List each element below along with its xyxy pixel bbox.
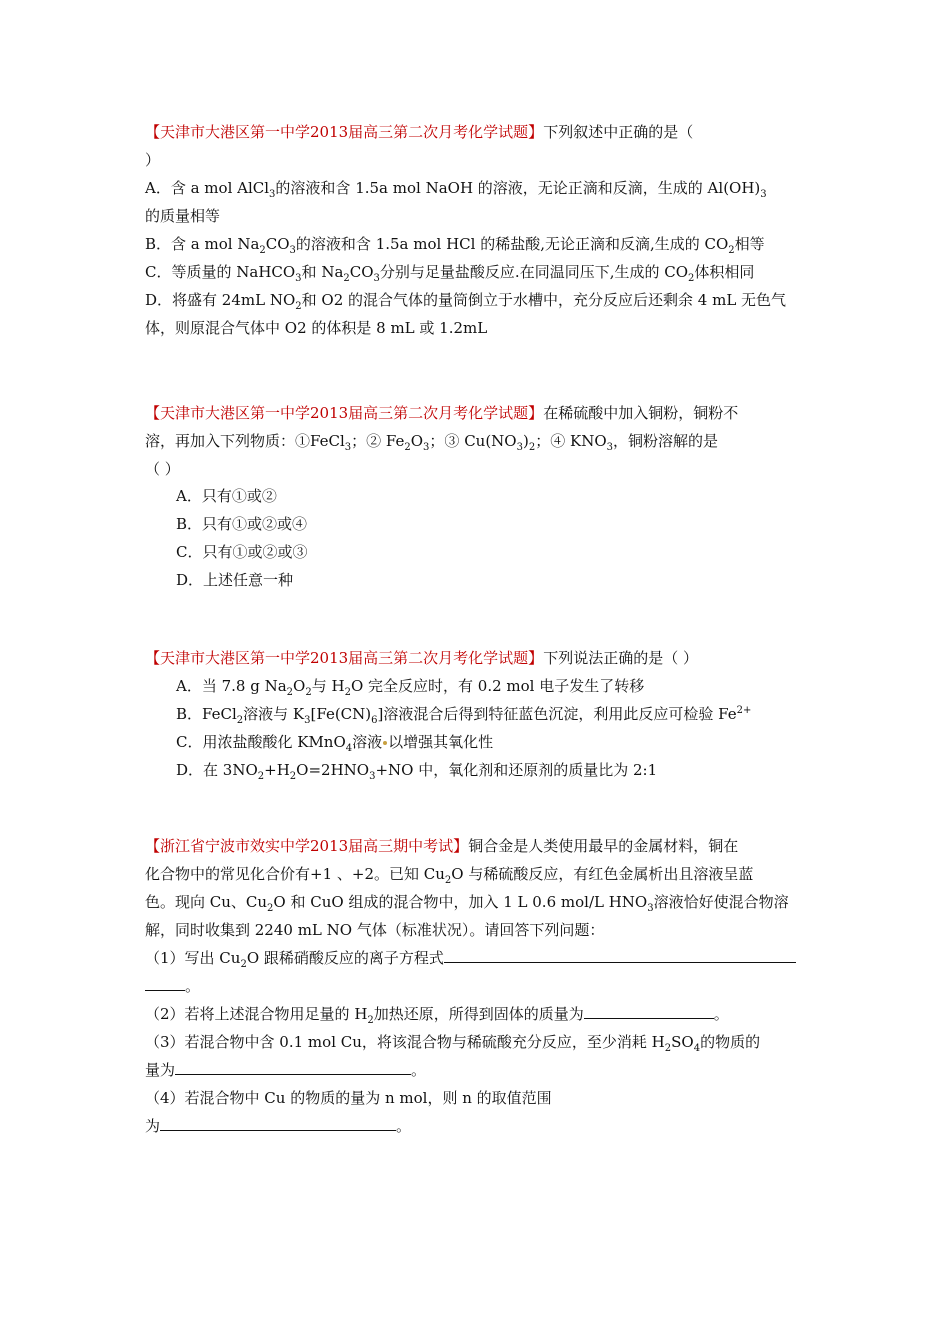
subscript: 2 <box>367 1015 374 1026</box>
q4-sub2-text: （2）若将上述混合物用足量的 H <box>145 1005 368 1023</box>
q1-option-c-text: 分别与足量盐酸反应.在同温同压下,生成的 CO <box>379 263 689 281</box>
q4-sub1-text: O 跟稀硝酸反应的离子方程式 <box>246 949 444 967</box>
q4-stem-text: O 和 CuO 组成的混合物中，加入 1 L 0.6 mol/L HNO <box>273 893 648 911</box>
q4-source: 【浙江省宁波市效实中学2013届高三期中考试】 <box>145 837 469 855</box>
q4-stem-line4: 解，同时收集到 2240 mL NO 气体（标准状况）。请回答下列问题： <box>145 921 605 939</box>
q3-option-c-text: 以增强其氧化性 <box>388 733 494 751</box>
q3-option-c <box>176 731 493 753</box>
subscript: 2 <box>240 959 247 970</box>
q3-option-b-text: B．FeCl <box>176 705 237 723</box>
q3-option-a-text: 与 H <box>311 677 345 695</box>
q3-option-b-text: 溶液与 K <box>243 705 305 723</box>
subscript: 2 <box>344 687 351 698</box>
subscript: 3 <box>289 245 296 256</box>
q3-option-d <box>176 759 657 781</box>
q4-stem-text: 色。现向 Cu、Cu <box>145 893 268 911</box>
q1-source: 【天津市大港区第一中学2013届高三第二次月考化学试题】 <box>145 123 544 141</box>
subscript: 3 <box>760 189 767 200</box>
q4-sub3-cont <box>145 1059 426 1081</box>
q4-sub1 <box>145 947 796 969</box>
q2-stem <box>145 402 738 424</box>
q2-stem-text: ) <box>522 432 529 450</box>
q1-option-b <box>145 233 765 255</box>
q2-option-a: A．只有①或② <box>176 487 277 505</box>
subscript: 3 <box>344 442 352 453</box>
q4-stem-text: 溶液恰好使混合物溶 <box>653 893 789 911</box>
q2-stem-text: 溶，再加入下列物质：①FeCl <box>145 432 345 450</box>
answer-blank-4[interactable] <box>160 1116 396 1131</box>
q3-option-a <box>176 675 644 697</box>
q1-stem-close: ） <box>145 151 161 169</box>
q1-stem-text: 下列叙述中正确的是（ <box>543 123 694 141</box>
punct: 。 <box>396 1117 412 1135</box>
q4-sub3-text: （3）若混合物中含 0.1 mol Cu，将该混合物与稀硫酸充分反应，至少消耗 H <box>145 1033 665 1051</box>
subscript: 2 <box>286 687 294 698</box>
q4-sub3 <box>145 1031 760 1053</box>
q1-option-d <box>145 289 786 311</box>
q1-option-c-text: 和 Na <box>301 263 344 281</box>
q3-option-d-text: D．在 3NO <box>176 761 258 779</box>
q3-stem-text: 下列说法正确的是（ ） <box>543 649 698 667</box>
subscript: 2 <box>259 245 266 256</box>
stray-mark <box>383 741 387 745</box>
subscript: 2 <box>444 875 452 886</box>
subscript: 2 <box>728 245 735 256</box>
q3-stem <box>145 647 698 669</box>
q4-sub2 <box>145 1003 729 1025</box>
q2-option-b: B．只有①或②或④ <box>176 515 308 533</box>
q2-source: 【天津市大港区第一中学2013届高三第二次月考化学试题】 <box>145 404 544 422</box>
q3-option-a-text: O <box>293 677 306 695</box>
q3-option-b-text: [Fe(CN) <box>310 705 372 723</box>
q4-sub4-text: 为 <box>145 1117 161 1135</box>
subscript: 3 <box>423 442 430 453</box>
subscript: 3 <box>369 771 376 782</box>
q1-option-a-text: 的溶液和含 1.5a mol NaOH 的溶液，无论正滴和反滴，生成的 Al(OH) <box>275 179 761 197</box>
subscript: 3 <box>516 442 523 453</box>
q1-stem <box>145 121 693 143</box>
subscript: 2 <box>257 771 265 782</box>
q3-option-a-text: A．当 7.8 g Na <box>176 677 287 695</box>
punct: 。 <box>713 1005 729 1023</box>
q1-option-d-cont: 体，则原混合气体中 O2 的体积是 8 mL 或 1.2mL <box>145 319 488 337</box>
subscript: 3 <box>304 715 311 726</box>
q4-stem <box>145 835 738 857</box>
q4-sub1-cont <box>145 975 200 997</box>
q2-stem-line2 <box>145 430 718 452</box>
q1-option-c-text: 体积相同 <box>694 263 755 281</box>
subscript: 4 <box>345 743 353 754</box>
q1-option-b-text: 相等 <box>734 235 765 253</box>
q1-option-d-text: D．将盛有 24mL NO <box>145 291 296 309</box>
q2-stem-text: 在稀硫酸中加入铜粉，铜粉不 <box>543 404 739 422</box>
subscript: 3 <box>373 273 380 284</box>
subscript: 2 <box>295 301 302 312</box>
q1-option-c-text: CO <box>349 263 374 281</box>
q4-sub2-text: 加热还原，所得到固体的质量为 <box>373 1005 584 1023</box>
q2-stem-text: ，铜粉溶解的是 <box>613 432 719 450</box>
answer-blank-1[interactable] <box>444 948 796 963</box>
q2-stem-paren: （ ） <box>145 460 180 478</box>
q3-option-b-text: ]溶液混合后得到特征蓝色沉淀，利用此反应可检验 Fe <box>377 705 737 723</box>
q3-option-d-text: +H <box>264 761 290 779</box>
subscript: 2 <box>343 273 350 284</box>
q3-option-c-text: 溶液 <box>352 733 383 751</box>
q2-option-c: C．只有①或②或③ <box>176 543 308 561</box>
subscript: 3 <box>647 903 654 914</box>
subscript: 3 <box>269 189 276 200</box>
q3-option-a-text: O 完全反应时，有 0.2 mol 电子发生了转移 <box>350 677 645 695</box>
q4-stem-text: O 与稀硫酸反应，有红色金属析出且溶液呈蓝 <box>451 865 754 883</box>
q3-source: 【天津市大港区第一中学2013届高三第二次月考化学试题】 <box>145 649 544 667</box>
q1-option-a <box>145 177 767 199</box>
q4-sub1-text: （1）写出 Cu <box>145 949 241 967</box>
q1-option-b-text: 的溶液和含 1.5a mol HCl 的稀盐酸,无论正滴和反滴,生成的 CO <box>295 235 729 253</box>
q1-option-b-text: CO <box>265 235 290 253</box>
q4-sub4-cont <box>145 1115 411 1137</box>
q4-sub3-text: 量为 <box>145 1061 176 1079</box>
q4-sub3-text: 的物质的 <box>700 1033 761 1051</box>
subscript: 2 <box>528 442 536 453</box>
q4-stem-line2 <box>145 863 753 885</box>
q4-stem-text: 化合物中的常见化合价有+1 、+2。已知 Cu <box>145 865 445 883</box>
q1-option-a-cont: 的质量相等 <box>145 207 221 225</box>
subscript: 3 <box>606 442 613 453</box>
subscript: 6 <box>371 715 378 726</box>
subscript: 2 <box>289 771 297 782</box>
superscript: 2+ <box>736 705 752 716</box>
q4-sub3-text: SO <box>671 1033 694 1051</box>
q1-option-d-text: 和 O2 的混合气体的量筒倒立于水槽中，充分反应后还剩余 4 mL 无色气 <box>301 291 787 309</box>
answer-blank-2[interactable] <box>584 1004 714 1019</box>
q1-option-c <box>145 261 754 283</box>
punct: 。 <box>411 1061 427 1079</box>
q3-option-d-text: O=2HNO <box>296 761 370 779</box>
punct: 。 <box>185 977 201 995</box>
q2-stem-text: ；② Fe <box>351 432 405 450</box>
q3-option-b <box>176 703 751 725</box>
q1-option-a-text: A．含 a mol AlCl <box>145 179 270 197</box>
q4-stem-text: 铜合金是人类使用最早的金属材料，铜在 <box>468 837 739 855</box>
q1-option-b-text: B．含 a mol Na <box>145 235 260 253</box>
subscript: 2 <box>664 1043 672 1054</box>
q2-stem-text: ；④ KNO <box>535 432 607 450</box>
q1-option-c-text: C．等质量的 NaHCO <box>145 263 296 281</box>
subscript: 4 <box>693 1043 701 1054</box>
q3-option-c-text: C．用浓盐酸酸化 KMnO <box>176 733 346 751</box>
subscript: 2 <box>267 903 274 914</box>
answer-blank-1-cont[interactable] <box>145 976 185 991</box>
subscript: 2 <box>688 273 695 284</box>
subscript: 3 <box>295 273 302 284</box>
q2-option-d: D．上述任意一种 <box>176 571 294 589</box>
subscript: 2 <box>236 715 244 726</box>
q4-stem-line3 <box>145 891 789 913</box>
answer-blank-3[interactable] <box>175 1060 411 1075</box>
subscript: 2 <box>404 442 411 453</box>
subscript: 2 <box>305 687 312 698</box>
q4-sub4: （4）若混合物中 Cu 的物质的量为 n mol，则 n 的取值范围 <box>145 1089 552 1107</box>
q2-stem-text: O <box>410 432 424 450</box>
q2-stem-text: ；③ Cu(NO <box>429 432 517 450</box>
q3-option-d-text: +NO 中，氧化剂和还原剂的质量比为 2:1 <box>375 761 658 779</box>
